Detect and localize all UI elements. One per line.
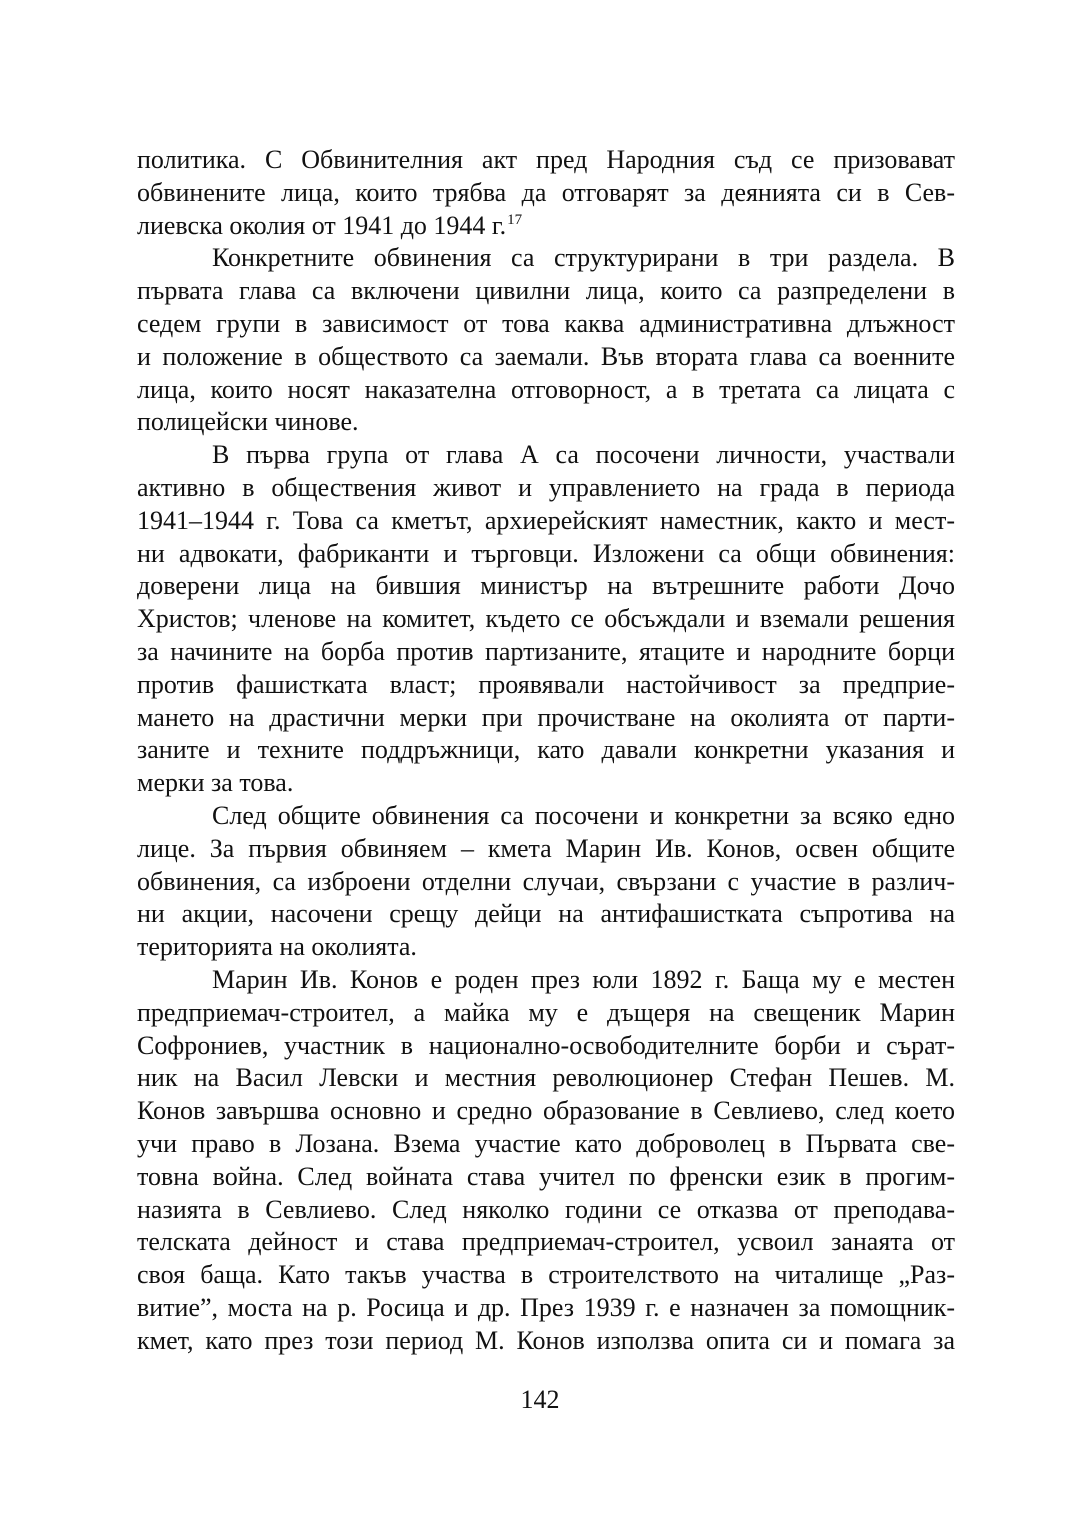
- line-text: обвинения, са изброени отделни случаи, свързани с участие в различ-: [137, 866, 955, 896]
- line-text: ни акции, насочени срещу дейци на антифашистката съпротива на: [137, 899, 955, 929]
- line-text: Марин Ив. Конов е роден през юли 1892 г. Баща му е местен: [212, 964, 955, 994]
- line-text: своя баща. Като такъв участва в строителството на читалище „Раз-: [137, 1260, 955, 1290]
- body-text: [137, 144, 955, 1357]
- text-line: [137, 374, 955, 407]
- line-text: ник на Васил Левски и местния революционер Стефан Пешев. М.: [137, 1063, 955, 1093]
- line-text: телската дейност и става предприемач-строител, усвоил занаята от: [137, 1227, 955, 1257]
- text-line: [137, 702, 955, 735]
- line-text: Христов; членове на комитет, където се обсъждали и вземали решения: [137, 604, 955, 634]
- line-text: предприемач-строител, а майка му е дъщеря на свещеник Марин: [137, 997, 955, 1027]
- line-text: мането на драстични мерки при прочистване на околията от парти-: [137, 702, 955, 732]
- text-line: [137, 1292, 955, 1325]
- text-line: [137, 1259, 955, 1292]
- line-text: активно в обществения живот и управлението на града в периода: [137, 472, 955, 502]
- line-text: лиевска околия от 1941 до 1944 г.: [137, 210, 507, 240]
- text-line: [137, 1128, 955, 1161]
- line-text: против фашистката власт; проявявали настойчивост за предприе-: [137, 669, 955, 699]
- line-text: кмет, като през този период М. Конов използва опита си и помага за: [137, 1325, 955, 1355]
- text-line: [137, 603, 955, 636]
- text-line: [137, 898, 955, 931]
- line-text: обвинените лица, които трябва да отговарят за деянията си в Сев-: [137, 177, 955, 207]
- text-line: [137, 144, 955, 177]
- paragraph: [137, 144, 955, 242]
- line-text: Конов завършва основно и средно образование в Севлиево, след което: [137, 1096, 955, 1126]
- text-line: [137, 669, 955, 702]
- line-text: заните и техните поддръжници, като давали конкретни указания и: [137, 735, 955, 765]
- line-text: витие”, моста на р. Росица и др. През 1939 г. е назначен за помощник-: [137, 1292, 955, 1322]
- text-line: [137, 538, 955, 571]
- paragraph: [137, 242, 955, 439]
- paragraph: [137, 964, 955, 1358]
- text-line: [137, 570, 955, 603]
- text-line: [137, 177, 955, 210]
- line-text: седем групи в зависимост от това каква административна длъжност: [137, 308, 955, 338]
- line-text: В първа група от глава А са посочени личности, участвали: [212, 440, 955, 470]
- text-line: [137, 472, 955, 505]
- text-line: [137, 1030, 955, 1063]
- footnote-ref: 17: [507, 211, 523, 228]
- line-text: за начините на борба против партизаните, ятаците и народните борци: [137, 636, 955, 666]
- line-text: След общите обвинения са посочени и конкретни за всяко едно: [212, 800, 955, 830]
- text-line: [137, 997, 955, 1030]
- line-text: политика. С Обвинителния акт пред Народния съд се призовават: [137, 145, 955, 174]
- text-line: [137, 439, 955, 472]
- text-line: [137, 210, 955, 243]
- text-line: [137, 866, 955, 899]
- line-text: и положение в обществото са заемали. Във втората глава са военните: [137, 341, 955, 371]
- line-text: доверени лица на бившия министър на вътрешните работи Дочо: [137, 571, 955, 601]
- line-text: назията в Севлиево. След няколко години се отказва от преподава-: [137, 1194, 955, 1224]
- text-line: [137, 636, 955, 669]
- text-line: [137, 1226, 955, 1259]
- text-line: [137, 505, 955, 538]
- paragraph: [137, 439, 955, 800]
- text-line: [137, 1325, 955, 1358]
- line-text: Конкретните обвинения са структурирани в три раздела. В: [212, 243, 955, 273]
- text-line: [137, 767, 955, 800]
- line-text: 1941–1944 г. Това са кметът, архиерейският наместник, както и мест-: [137, 505, 955, 535]
- line-text: Софрониев, участник в национално-освободителните борби и сърат-: [137, 1030, 955, 1060]
- line-text: първата глава са включени цивилни лица, които са разпределени в: [137, 276, 955, 306]
- line-text: лица, които носят наказателна отговорност, а в третата са лицата с: [137, 374, 955, 404]
- text-line: [137, 341, 955, 374]
- text-line: [137, 800, 955, 833]
- line-text: територията на околията.: [137, 932, 417, 962]
- text-line: [137, 964, 955, 997]
- text-line: [137, 242, 955, 275]
- line-text: товна война. След войната става учител по френски език в прогим-: [137, 1161, 955, 1191]
- text-line: [137, 406, 955, 439]
- line-text: мерки за това.: [137, 768, 294, 798]
- line-text: лице. За първия обвиняем – кмета Марин Ив. Конов, освен общите: [137, 833, 955, 863]
- text-line: [137, 308, 955, 341]
- page-number: 142: [520, 1385, 560, 1414]
- line-text: полицейски чинове.: [137, 407, 359, 437]
- paragraph: [137, 800, 955, 964]
- text-line: [137, 1062, 955, 1095]
- text-line: [137, 931, 955, 964]
- text-line: [137, 1194, 955, 1227]
- text-line: [137, 734, 955, 767]
- text-line: [137, 1161, 955, 1194]
- text-line: [137, 1095, 955, 1128]
- line-text: ни адвокати, фабриканти и търговци. Изложени са общи обвинения:: [137, 538, 955, 568]
- text-line: [137, 833, 955, 866]
- line-text: учи право в Лозана. Взема участие като доброволец в Първата све-: [137, 1128, 955, 1158]
- text-line: [137, 275, 955, 308]
